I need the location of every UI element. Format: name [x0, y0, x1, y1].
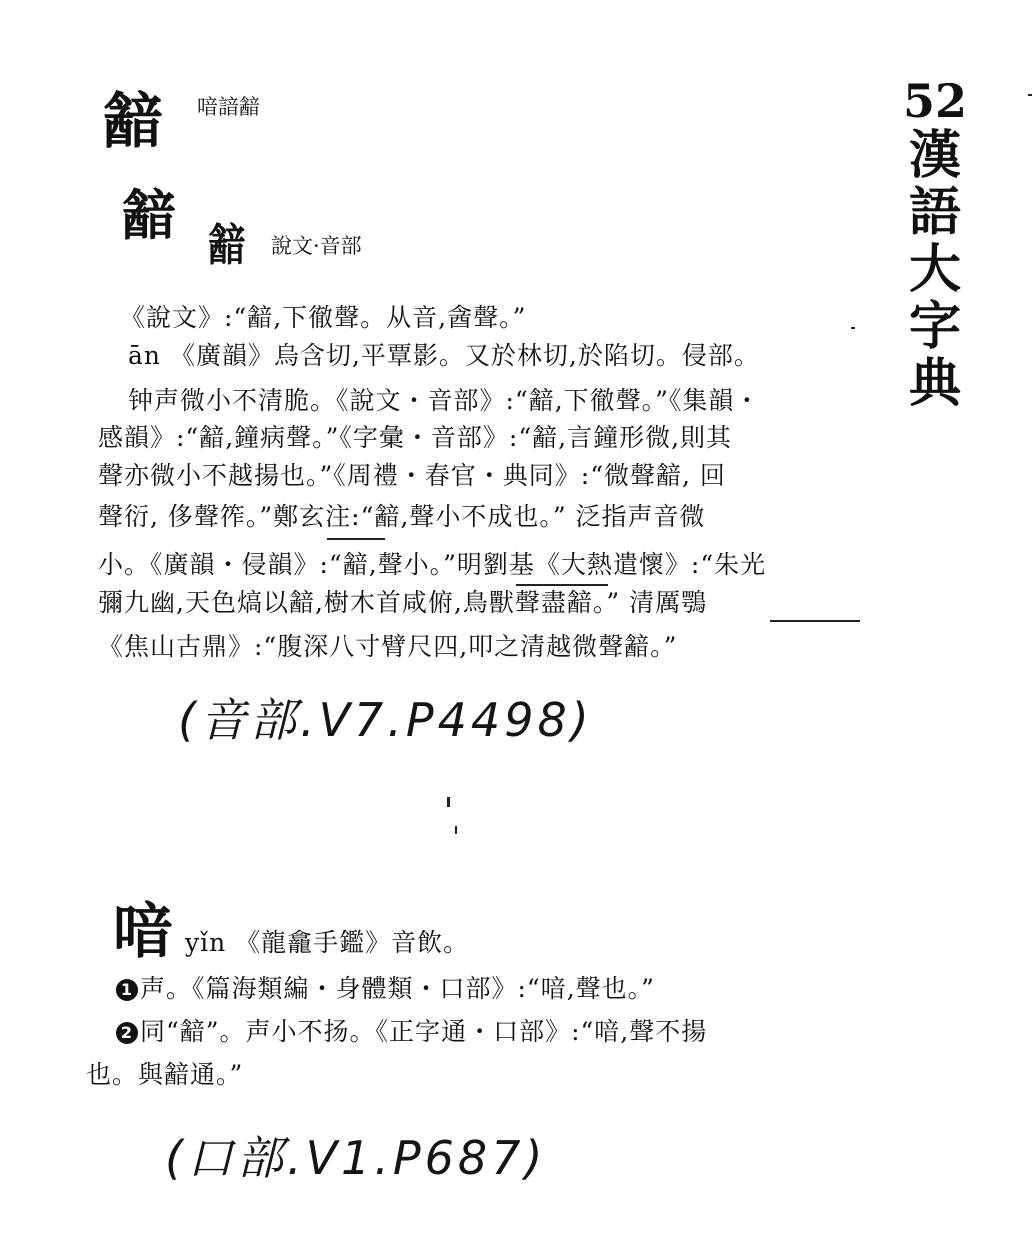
entry1-handwritten-note: (音部.V7.P4498) [178, 693, 593, 747]
side-title-char: 典 [908, 353, 961, 415]
entry2-head-char: 喑 [113, 897, 173, 967]
underline-mark [770, 620, 860, 622]
side-title-char: 大 [908, 238, 961, 300]
entry1-line-5: 聲亦微小不越揚也。”《周禮・春官・典同》:“微聲韽, 回 [98, 461, 726, 490]
entry1-head-char-2: 韽 [122, 183, 176, 247]
entry2-sense-2-cont: 也。與韽通。” [86, 1060, 244, 1089]
entry2-sense-1: 1 声。《篇海類編・身體類・口部》:“喑,聲也。” [116, 976, 655, 1001]
entry1-head-char: 韽 [103, 87, 163, 157]
scan-speck [1028, 94, 1032, 96]
entry1-line-9: 《焦山古鼎》:“腹深八寸臂尺四,叩之清越微聲韽。” [98, 632, 678, 661]
side-title-char: 語 [908, 181, 961, 243]
entry1-line-1: 《說文》:“韽,下徹聲。从音,酓聲。” [120, 303, 527, 332]
underline-mark [516, 584, 608, 586]
scan-speck [447, 797, 450, 807]
entry1-line-8: 彌九幽,天色熇以韽,樹木首咸俯,鳥獸聲盡韽。” 清厲鶚 [98, 588, 708, 617]
scan-speck [851, 327, 855, 329]
entry2-handwritten-note: (口部.V1.P687) [165, 1131, 547, 1185]
entry1-variants: 喑諳韽 [197, 95, 260, 119]
sense-number-badge: 1 [116, 979, 138, 1001]
entry1-line-6: 聲衍, 侈聲筰。”鄭玄注:“韽,聲小不成也。” 泛指声音微 [98, 502, 706, 531]
side-title-char: 字 [908, 296, 961, 358]
side-title [903, 76, 967, 413]
entry2-sense-2: 2 同“韽”。声小不扬。《正字通・口部》:“喑,聲不揚 [116, 1019, 707, 1044]
underline-mark [327, 538, 385, 540]
page-number: 52 [903, 74, 968, 128]
entry1-line-4: 感韻》:“韽,鐘病聲。”《字彙・音部》:“韽,言鐘形微,則其 [98, 423, 733, 452]
entry1-line-7: 小。《廣韻・侵韻》:“韽,聲小。”明劉基《大熱遣懷》:“朱光 [98, 550, 767, 579]
entry1-source: 說文·音部 [271, 234, 362, 258]
entry1-line-2: ān 《廣韻》烏含切,平覃影。又於林切,於陷切。侵部。 [128, 341, 760, 370]
sense-number-badge: 2 [116, 1022, 138, 1044]
entry1-seal-char: 韽 [208, 220, 246, 271]
scan-speck [455, 826, 457, 834]
entry2-reading: yǐn 《龍龕手鑑》音飲。 [185, 928, 470, 957]
side-title-char: 漢 [908, 124, 961, 186]
entry1-line-3: 钟声微小不清脆。《說文・音部》:“韽,下徹聲。”《集韻・ [128, 386, 761, 415]
